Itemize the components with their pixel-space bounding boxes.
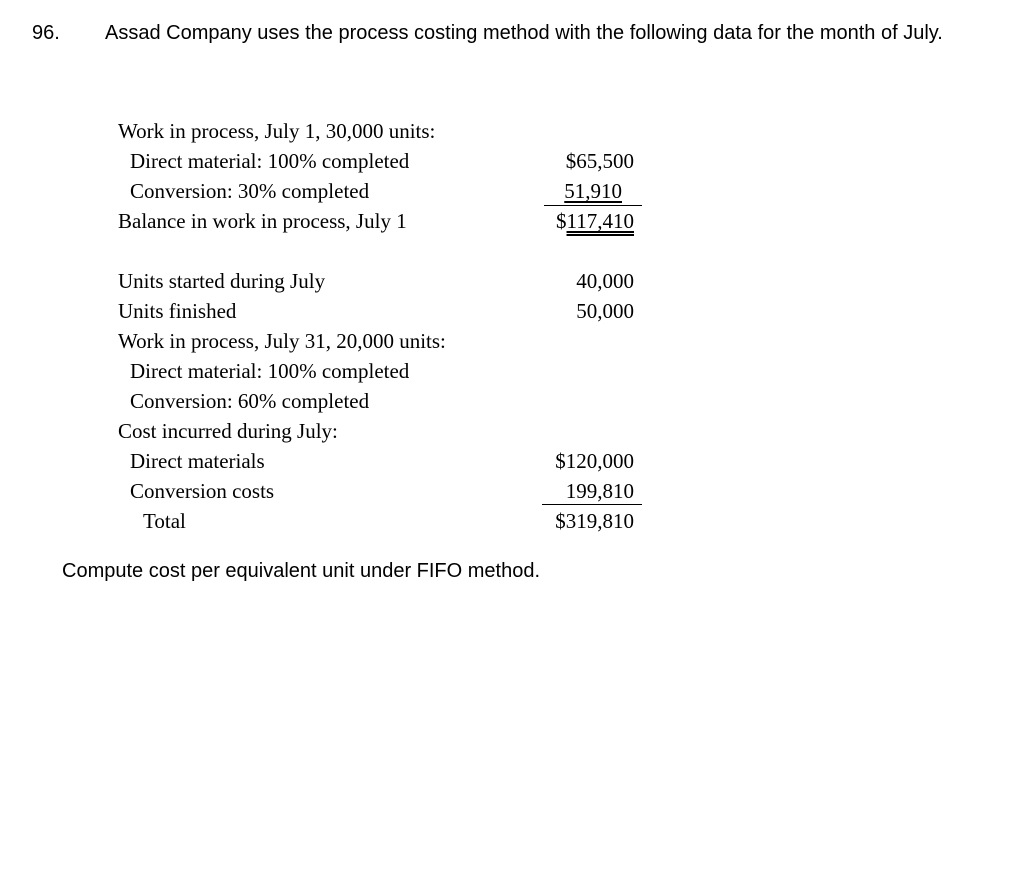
units-started-label: Units started during July [118, 269, 326, 293]
question-text: Assad Company uses the process costing method with the following data for the month of July. [105, 22, 943, 44]
costs-conversion-label: Conversion costs [130, 479, 275, 503]
costs-conversion-row [118, 476, 648, 506]
ending-wip-header-row [118, 326, 648, 356]
ending-dm-row [118, 356, 648, 386]
beginning-balance-amount [556, 206, 642, 236]
beginning-balance-label: Balance in work in process, July 1 [118, 209, 407, 233]
costs-total-label: Total [143, 509, 186, 533]
beginning-balance-row [118, 206, 648, 236]
ending-conversion-label: Conversion: 60% completed [130, 389, 370, 413]
costs-conversion-amount: 199,810 [565, 479, 634, 503]
beginning-wip-header: Work in process, July 1, 30,000 units: [118, 119, 436, 143]
units-finished-label: Units finished [118, 299, 237, 323]
beginning-conversion-label: Conversion: 30% completed [130, 179, 370, 203]
beginning-dm-label: Direct material: 100% completed [130, 149, 410, 173]
ending-wip-header: Work in process, July 31, 20,000 units: [118, 329, 446, 353]
ending-dm-label: Direct material: 100% completed [130, 359, 410, 383]
balance-dollar-sign: $ [556, 209, 567, 233]
units-started-row [118, 266, 648, 296]
beginning-conversion-amount: 51,910 [564, 179, 622, 203]
balance-value: 117,410 [566, 209, 634, 233]
units-and-costs-section [118, 266, 648, 536]
units-finished-row [118, 296, 648, 326]
costs-dm-amount: $120,000 [555, 449, 634, 473]
costs-header: Cost incurred during July: [118, 419, 338, 443]
beginning-wip-header-row [118, 116, 648, 146]
units-started-value: 40,000 [576, 269, 634, 293]
units-finished-value: 50,000 [576, 299, 634, 323]
costs-dm-row [118, 446, 648, 476]
beginning-dm-row [118, 146, 648, 176]
beginning-wip-section [118, 116, 648, 236]
ending-conversion-row [118, 386, 648, 416]
beginning-dm-amount: $65,500 [565, 149, 634, 173]
beginning-conversion-row [118, 176, 648, 206]
total-rule [542, 504, 642, 505]
costs-header-row [118, 416, 648, 446]
costs-dm-label: Direct materials [130, 449, 265, 473]
costs-total-row [118, 506, 648, 536]
question-number: 96. [32, 22, 60, 44]
instruction-text: Compute cost per equivalent unit under FIFO method. [62, 560, 541, 582]
costs-total-amount: $319,810 [555, 509, 634, 533]
